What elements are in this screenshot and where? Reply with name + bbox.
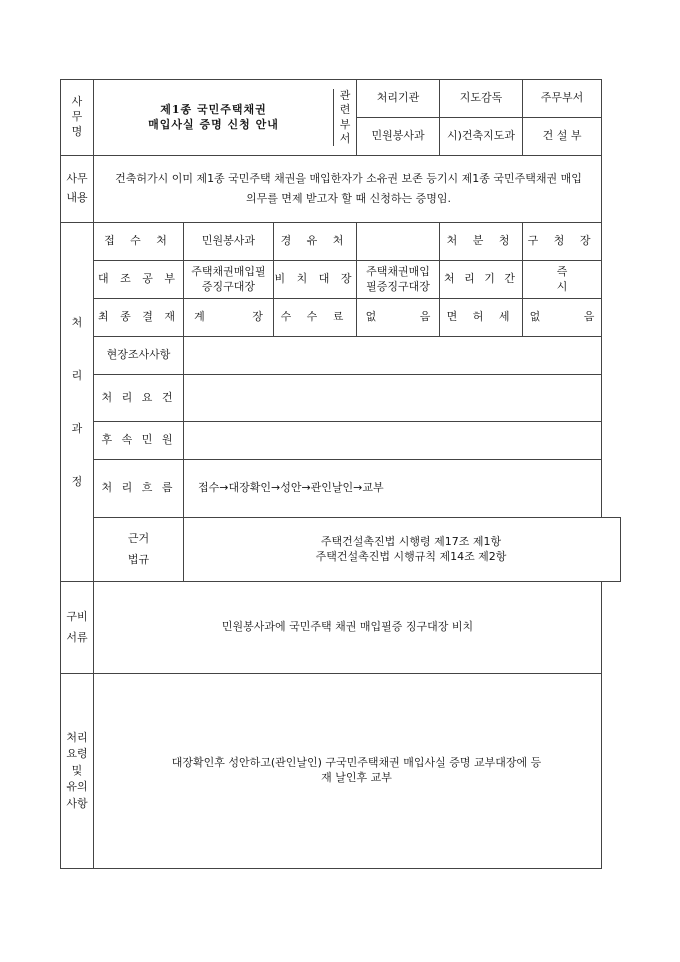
- main-dept-value: 건 설 부: [523, 118, 602, 156]
- title-line-1: 제1종 국민주택채권: [160, 102, 267, 116]
- legal-basis-text: [184, 518, 621, 582]
- legal-basis-label: 근거 법규: [94, 518, 184, 582]
- intake-office-value: 민원봉사과: [184, 223, 274, 261]
- kept-ledger-label: 비 치 대 장: [274, 261, 357, 299]
- via-office-label: 경 유 처: [274, 223, 357, 261]
- required-docs-text: 민원봉사과에 국민주택 채권 매입필증 징구대장 비치: [94, 582, 602, 674]
- fee-label: 수 수 료: [274, 299, 357, 337]
- processing-period-value: [523, 261, 602, 299]
- final-approval-value: [184, 299, 274, 337]
- title-line-2: 매입사실 증명 신청 안내: [148, 117, 279, 131]
- legal-basis-line-1: 주택건설촉진법 시행령 제17조 제1항: [320, 534, 502, 548]
- requirement-value: [184, 375, 602, 422]
- required-docs-label: 구비 서류: [61, 582, 94, 674]
- via-office-value: [357, 223, 440, 261]
- license-tax-value-text: 없 음: [529, 310, 595, 324]
- requirement-label: 처 리 요 건: [94, 375, 184, 422]
- content-label: 사무 내용: [61, 156, 94, 223]
- fee-value: [357, 299, 440, 337]
- process-label: 처 리 과 정: [61, 223, 94, 582]
- disposition-office-value: 구 청 장: [523, 223, 602, 261]
- notes-label: 처리 요령 및 유의 사항: [61, 674, 94, 869]
- processing-period-value-text: 즉 시: [556, 264, 568, 293]
- license-tax-label: 면 허 세: [440, 299, 523, 337]
- kept-ledger-value: 주택채권매입필증징구대장: [357, 261, 440, 299]
- followup-value: [184, 422, 602, 460]
- related-dept-label: 관 련 부 서: [333, 89, 356, 146]
- license-tax-value: [523, 299, 602, 337]
- site-survey-label: 현장조사사항: [94, 337, 184, 375]
- fee-value-text: 없 음: [365, 310, 431, 324]
- process-flow-value: 접수→대장확인→성안→관인날인→교부: [184, 460, 602, 518]
- guide-form-table: [60, 79, 621, 869]
- final-approval-label: 최 종 결 재: [94, 299, 184, 337]
- processing-period-label: 처 리 기 간: [440, 261, 523, 299]
- intake-office-label: 접 수 처: [94, 223, 184, 261]
- process-flow-label: 처 리 흐 름: [94, 460, 184, 518]
- followup-label: 후 속 민 원: [94, 422, 184, 460]
- supervision-header: 지도감독: [440, 80, 523, 118]
- notes-line-1: 대장확인후 성안하고(관인날인) 구국민주택채권 매입사실 증명 교부대장에 등: [171, 756, 542, 770]
- legal-basis-line-2: 주택건설촉진법 시행규칙 제14조 제2항: [315, 549, 507, 563]
- notes-text: [94, 674, 602, 869]
- affair-name-label: 사 무 명: [61, 80, 94, 156]
- site-survey-value: [184, 337, 602, 375]
- handling-agency-value: 민원봉사과: [357, 118, 440, 156]
- disposition-office-label: 처 분 청: [440, 223, 523, 261]
- document-title: [94, 80, 357, 156]
- reference-ledger-value: 주택채권매입필증징구대장: [184, 261, 274, 299]
- notes-line-2: 재 날인후 교부: [321, 771, 392, 784]
- content-text: 건축허가시 이미 제1종 국민주택 채권을 매입한자가 소유권 보존 등기시 제1종 국민주택채권 매입 의무를 면제 받고자 할 때 신청하는 증명임.: [94, 156, 602, 223]
- supervision-value: 시)건축지도과: [440, 118, 523, 156]
- main-dept-header: 주무부서: [523, 80, 602, 118]
- reference-ledger-label: 대 조 공 부: [94, 261, 184, 299]
- final-approval-value-text: 계 장: [194, 310, 263, 324]
- handling-agency-header: 처리기관: [357, 80, 440, 118]
